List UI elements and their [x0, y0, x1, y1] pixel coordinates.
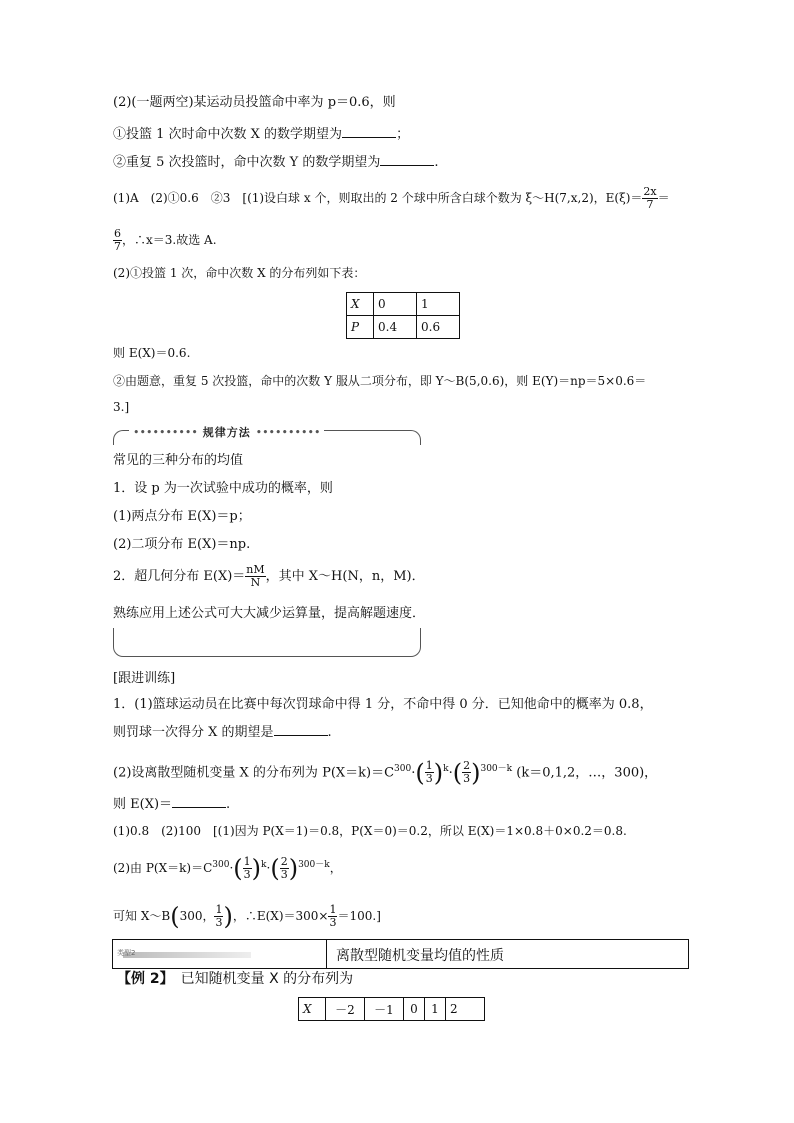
table-row: [347, 316, 460, 339]
table-cell: 1: [417, 293, 460, 316]
fraction-numerator: 1: [215, 903, 223, 916]
practice-text: (2)设离散型随机变量 X 的分布列为 P(X＝k)＝C: [113, 765, 395, 781]
fraction: [425, 760, 434, 785]
table-cell: 0.4: [374, 316, 417, 339]
fraction-denominator: 7: [114, 240, 121, 253]
table-cell: P: [347, 316, 374, 339]
practice-q1-line-2: [113, 722, 332, 742]
fraction-numerator: 6: [114, 227, 121, 240]
method-point-5: 熟练应用上述公式可大大减少运算量，提高解题速度．: [113, 606, 426, 621]
superscript: 300－k: [480, 764, 513, 774]
question-2-item-1: [113, 124, 409, 144]
fraction: [113, 228, 122, 253]
fraction-denominator: N: [250, 576, 261, 589]
type-label-cell: [113, 940, 327, 968]
practice-text: ，∴E(X)＝300×: [232, 909, 329, 923]
superscript: 300: [212, 860, 230, 870]
table-row: [347, 293, 460, 316]
practice-q2: (2)设离散型随机变量 X 的分布列为 $P(X=k)=C^{300}\cdot$( $\frac{1}{3}$ )$^k$·( $\frac{2}{3}$ )$^{300-k}$ (k＝0,1,2，…，300)，: [113, 758, 658, 787]
table-cell: 0: [374, 293, 417, 316]
fraction-numerator: 2: [280, 855, 288, 868]
distribution-table-2: [298, 997, 485, 1021]
practice-text: 可知 X～B: [113, 909, 171, 923]
practice-text: 则 E(X)＝: [113, 797, 173, 812]
method-title: •••••••••• 规律方法 ••••••••••: [129, 424, 324, 440]
practice-text: ＝100.]: [337, 909, 381, 923]
superscript: 300: [394, 764, 412, 774]
practice-label: [跟进训练]: [113, 671, 176, 686]
superscript: k: [443, 764, 449, 774]
item-2-end: .: [434, 155, 439, 170]
method-point-3: (2)二项分布 E(X)＝np.: [113, 537, 251, 552]
example-2: [117, 970, 353, 988]
table-cell: X: [299, 998, 326, 1021]
practice-text-end: .: [327, 725, 332, 740]
practice-text: (k＝0,1,2，…，300)，: [516, 765, 658, 781]
fraction-denominator: 3: [280, 868, 288, 881]
item-2-text: ②重复 5 次投篮时，命中次数 Y 的数学期望为: [113, 155, 381, 170]
method-heading: 常见的三种分布的均值: [113, 453, 244, 468]
practice-text: 300，: [179, 909, 215, 923]
fraction: [245, 564, 265, 589]
type-title: 离散型随机变量均值的性质: [336, 948, 504, 964]
answer-line-4: 则 E(X)＝0.6.: [113, 346, 191, 360]
fraction-numerator: 2x: [643, 185, 657, 198]
fraction-denominator: 3: [329, 916, 337, 929]
fraction-denominator: 7: [646, 198, 654, 211]
practice-answer-2: (2)由 $P(X=k)=C^{300}\cdot$( $\frac{1}{3}$ )$^k$·( $\frac{2}{3}$ )$^{300-k}$，: [113, 854, 342, 883]
item-1-text: ①投篮 1 次时命中次数 X 的数学期望为: [113, 127, 343, 142]
fraction-numerator: 2: [463, 759, 471, 773]
distribution-table-1: [346, 292, 460, 339]
type-heading-box: [112, 939, 689, 969]
method-title-text: 规律方法: [202, 426, 251, 439]
fraction-denominator: 3: [243, 868, 251, 881]
answer-blank: [380, 152, 434, 166]
answer-text: (1)A (2)①0.6 ②3 [(1)设白球 x 个，则取出的 2 个球中所含白球个数为 ξ～H(7,x,2)，E(ξ)＝: [113, 191, 643, 205]
equals-sign: ＝: [657, 191, 670, 205]
fraction-numerator: 1: [243, 855, 251, 868]
practice-text: ，: [329, 861, 342, 875]
practice-text: (2)由 P(X＝k)＝C: [113, 861, 213, 875]
fraction: [243, 856, 252, 881]
practice-q2-line-2: [113, 794, 230, 814]
fraction-numerator: 1: [329, 903, 337, 916]
practice-answer-1: (1)0.8 (2)100 [(1)因为 P(X＝1)＝0.8，P(X＝0)＝0.2，所以 E(X)＝1×0.8＋0×0.2＝0.8.: [113, 824, 627, 838]
fraction: [280, 856, 289, 881]
answer-line-1: [113, 186, 670, 211]
table-cell: 0: [404, 998, 425, 1021]
answer-blank: [274, 722, 328, 736]
answer-line-2: [113, 228, 217, 253]
method-point-1: 1．设 p 为一次试验中成功的概率，则: [113, 481, 333, 496]
table-cell: 2: [446, 998, 485, 1021]
fraction: [642, 186, 657, 211]
table-cell: －2: [326, 998, 365, 1021]
answer-blank: [172, 794, 226, 808]
practice-text: 则罚球一次得分 X 的期望是: [113, 725, 274, 740]
type-label-bar: [123, 952, 251, 958]
table-cell: 1: [425, 998, 446, 1021]
example-text: 已知随机变量 X 的分布列为: [180, 971, 354, 987]
fraction-numerator: nM: [246, 563, 265, 576]
question-2-intro: (2)(一题两空)某运动员投篮命中率为 p＝0.6，则: [113, 95, 396, 110]
table-cell: 0.6: [417, 316, 460, 339]
answer-blank: [342, 124, 396, 138]
table-row: [299, 998, 485, 1021]
answer-text: ，∴x＝3.故选 A.: [122, 233, 217, 247]
type-tag: 类型2: [117, 949, 136, 957]
item-1-end: ；: [396, 127, 410, 142]
fraction-denominator: 3: [463, 772, 471, 786]
fraction-denominator: 3: [425, 772, 433, 786]
answer-line-6: 3.]: [113, 400, 130, 414]
practice-answer-3: 可知 X～B(300， $\frac{1}{3}$ )，∴E(X)＝300× $\frac{1}{3}$ ＝100.]: [113, 902, 381, 931]
fraction-denominator: 3: [215, 916, 223, 929]
fraction: [462, 760, 471, 785]
superscript: 300－k: [298, 860, 330, 870]
method-text: 2．超几何分布 E(X)＝: [113, 569, 246, 584]
method-frame-bottom: [113, 628, 421, 657]
answer-line-5: ②由题意，重复 5 次投篮，命中的次数 Y 服从二项分布，即 Y～B(5,0.6)，则 E(Y)＝np＝5×0.6＝: [113, 374, 647, 388]
method-point-2: (1)两点分布 E(X)＝p；: [113, 509, 251, 524]
table-cell: －1: [365, 998, 404, 1021]
question-2-item-2: [113, 152, 439, 172]
method-text: ，其中 X～H(N，n，M)．: [265, 569, 425, 584]
table-cell: X: [347, 293, 374, 316]
fraction-numerator: 1: [425, 759, 433, 773]
practice-text-end: .: [226, 797, 231, 812]
example-label: 【例 2】: [117, 971, 167, 987]
answer-line-3: (2)①投篮 1 次，命中次数 X 的分布列如下表：: [113, 266, 366, 280]
superscript: k: [261, 860, 267, 870]
practice-q1: 1．(1)篮球运动员在比赛中每次罚球命中得 1 分，不命中得 0 分．已知他命中的概率为 0.8，: [113, 697, 653, 712]
method-point-4: [113, 564, 425, 589]
